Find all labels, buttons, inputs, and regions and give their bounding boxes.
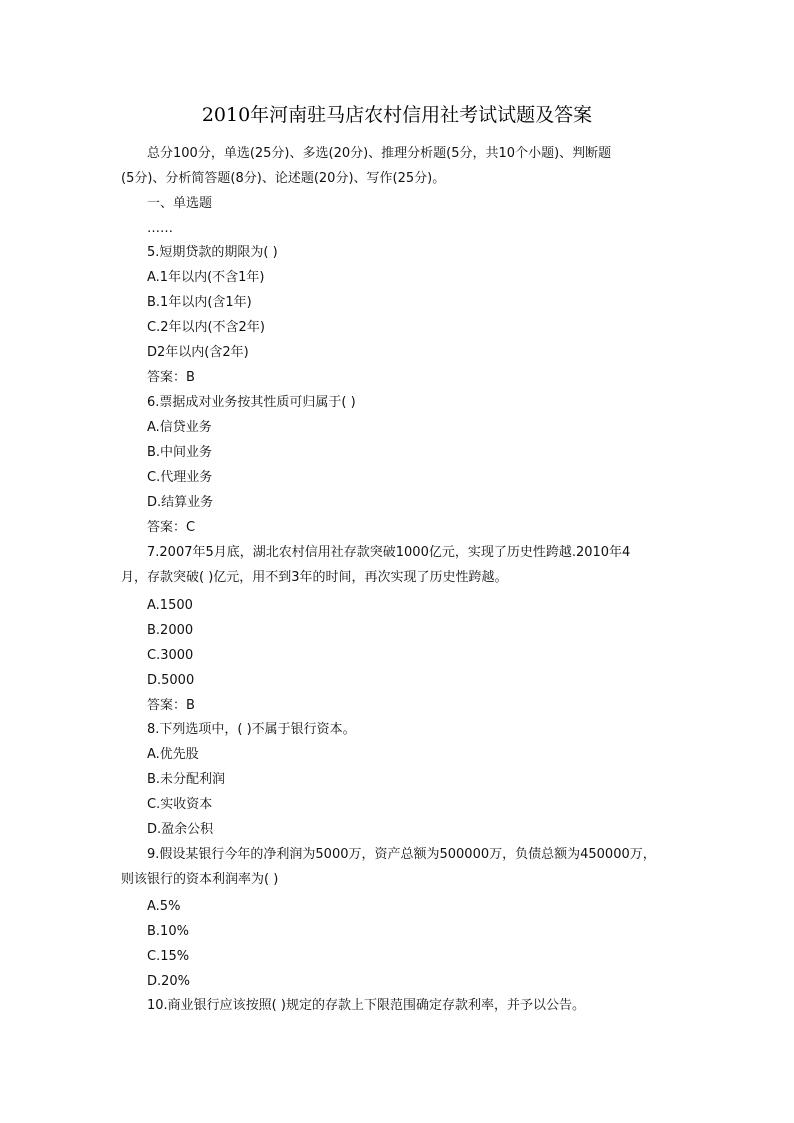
body-line: (5分)、分析简答题(8分)、论述题(20分)、写作(25分)。	[121, 171, 446, 186]
body-line: D2年以内(含2年)	[147, 345, 249, 360]
body-line: C.实收资本	[147, 797, 213, 812]
body-line: D.盈余公积	[147, 822, 214, 837]
body-line: 总分100分，单选(25分)、多选(20分)、推理分析题(5分，共10个小题)、判断题	[147, 146, 612, 161]
body-line: A.5%	[147, 899, 181, 914]
body-line: D.5000	[147, 673, 195, 688]
body-line: A.优先股	[147, 747, 199, 762]
body-line: D.20%	[147, 974, 191, 989]
body-line: 一、单选题	[147, 196, 213, 211]
body-line: 7.2007年5月底，湖北农村信用社存款突破1000亿元，实现了历史性跨越.2010年4	[147, 545, 631, 560]
body-line: B.10%	[147, 924, 189, 939]
body-line: B.中间业务	[147, 445, 213, 460]
document-title: 2010年河南驻马店农村信用社考试试题及答案	[201, 104, 593, 126]
body-line: 则该银行的资本利润率为( )	[121, 872, 279, 887]
body-line: B.未分配利润	[147, 772, 226, 787]
body-line: 10.商业银行应该按照( )规定的存款上下限范围确定存款利率，并予以公告。	[147, 998, 585, 1013]
body-line: A.1年以内(不含1年)	[147, 270, 265, 285]
body-line: A.1500	[147, 598, 193, 613]
body-line: 6.票据成对业务按其性质可归属于( )	[147, 395, 356, 410]
body-line: ……	[147, 221, 173, 236]
body-line: A.信贷业务	[147, 420, 212, 435]
body-line: B.1年以内(含1年)	[147, 295, 252, 310]
body-line: B.2000	[147, 623, 194, 638]
body-line: 答案：B	[147, 698, 195, 713]
body-line: C.2年以内(不含2年)	[147, 320, 265, 335]
body-line: 答案：B	[147, 370, 195, 385]
body-line: 月，存款突破( )亿元，用不到3年的时间，再次实现了历史性跨越。	[121, 570, 508, 585]
body-line: D.结算业务	[147, 495, 214, 510]
body-line: C.代理业务	[147, 470, 213, 485]
body-line: 5.短期贷款的期限为( )	[147, 245, 278, 260]
body-line: C.3000	[147, 648, 194, 663]
body-line: 8.下列选项中，( )不属于银行资本。	[147, 722, 356, 737]
body-line: 9.假设某银行今年的净利润为5000万，资产总额为500000万，负债总额为450000万，	[147, 847, 656, 862]
body-line: C.15%	[147, 949, 190, 964]
body-line: 答案：C	[147, 520, 196, 535]
